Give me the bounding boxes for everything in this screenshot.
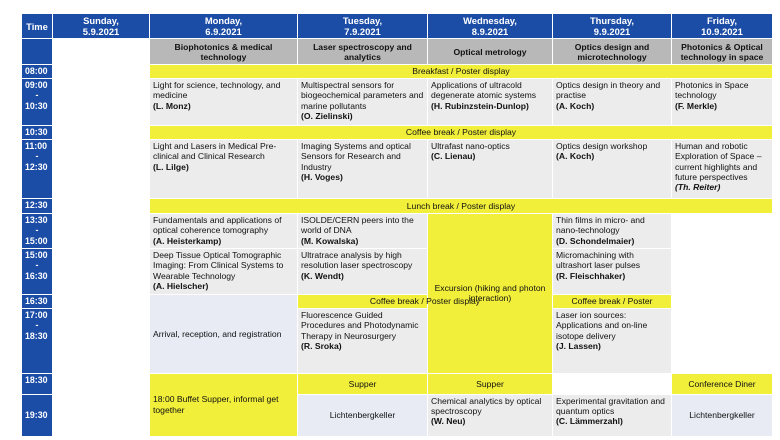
- time-cell: 09:00 - 10:30: [22, 79, 53, 126]
- session-tuesday-2: Imaging Systems and optical Sensors for Research and Industry (H. Voges): [298, 140, 428, 199]
- topic-row: [22, 39, 773, 65]
- session-monday-2: Light and Lasers in Medical Pre-clinical and Clinical Research (L. Lilge): [150, 140, 298, 199]
- breakfast-break: Breakfast / Poster display: [150, 65, 773, 79]
- session-wednesday-6: Experimental gravitation and quantum optics (C. Lämmerzahl): [553, 394, 672, 436]
- time-cell: 08:00: [22, 65, 53, 79]
- session-monday-1: Light for science, technology, and medicine (L. Monz): [150, 79, 298, 126]
- lunch-break: Lunch break / Poster display: [150, 199, 773, 214]
- session-wednesday-1: Applications of ultracold degenerate atomic systems (H. Rubinzstein-Dunlop): [428, 79, 553, 126]
- time-cell-blank: [22, 39, 53, 65]
- sunday-buffet: 18:00 Buffet Supper, informal get together: [150, 373, 298, 436]
- session-monday-4: Deep Tissue Optical Tomographic Imaging: From Clinical Systems to Wearable Technology (A. Hielscher): [150, 249, 298, 295]
- day-header-wednesday: Wednesday, 8.9.2021: [428, 14, 553, 39]
- day-header-tuesday: Tuesday, 7.9.2021: [298, 14, 428, 39]
- time-cell: 10:30: [22, 126, 53, 140]
- session-friday-1: Photonics in Space technology (F. Merkle): [672, 79, 773, 126]
- sunday-arrival: Arrival, reception, and registration: [150, 295, 298, 374]
- session-thursday-3: Thin films in micro- and nano-technology (D. Schondelmaier): [553, 214, 672, 249]
- supper-tuesday: Supper: [428, 373, 553, 394]
- session-monday-3: Fundamentals and applications of optical coherence tomography (A. Heisterkamp): [150, 214, 298, 249]
- session-thursday-2: Optics design workshop (A. Koch): [553, 140, 672, 199]
- day-header-friday: Friday, 10.9.2021: [672, 14, 773, 39]
- session-tuesday-3: ISOLDE/CERN peers into the world of DNA (M. Kowalska): [298, 214, 428, 249]
- session-tuesday-5: Laser ion sources: Applications and on-line isotope delivery (J. Lassen): [553, 309, 672, 374]
- topic-monday: Biophotonics & medical technology: [150, 39, 298, 65]
- topic-thursday: Optics design and microtechnology: [553, 39, 672, 65]
- sunday-empty: [53, 39, 150, 437]
- session-tuesday-6: Chemical analytics by optical spectroscopy (W. Neu): [428, 394, 553, 436]
- day-header-thursday: Thursday, 9.9.2021: [553, 14, 672, 39]
- session-thursday-1: Optics design in theory and practise (A. Koch): [553, 79, 672, 126]
- session-tuesday-1: Multispectral sensors for biogeochemical parameters and marine pollutants (O. Zielinski): [298, 79, 428, 126]
- conference-dinner: Conference Diner: [672, 373, 773, 394]
- header-row: [22, 14, 773, 39]
- topic-tuesday: Laser spectroscopy and analytics: [298, 39, 428, 65]
- session-monday-5: Fluorescence Guided Procedures and Photodynamic Therapy in Neurosurgery (R. Sroka): [298, 309, 428, 374]
- session-tuesday-4: Ultratrace analysis by high resolution laser spectroscopy (K. Wendt): [298, 249, 428, 295]
- supper-monday: Supper: [298, 373, 428, 394]
- time-cell: 19:30: [22, 394, 53, 436]
- wednesday-empty: [553, 373, 672, 394]
- day-header-sunday: Sunday, 5.9.2021: [53, 14, 150, 39]
- time-cell: 16:30: [22, 295, 53, 309]
- friday-empty: [672, 214, 773, 374]
- schedule-table: [21, 13, 773, 437]
- venue-monday: Lichtenbergkeller: [298, 394, 428, 436]
- time-cell: 18:30: [22, 373, 53, 394]
- time-cell: 13:30 - 15:00: [22, 214, 53, 249]
- session-wednesday-2: Ultrafast nano-optics (C. Lienau): [428, 140, 553, 199]
- session-friday-2: Human and robotic Exploration of Space – current highlights and future perspectives (Th. Reiter): [672, 140, 773, 199]
- time-cell: 15:00 - 16:30: [22, 249, 53, 295]
- topic-friday: Photonics & Optical technology in space: [672, 39, 773, 65]
- time-cell: 11:00 - 12:30: [22, 140, 53, 199]
- coffee-break-1: Coffee break / Poster display: [150, 126, 773, 140]
- coffee-break-2: Coffee break / Poster display: [298, 295, 553, 309]
- venue-thursday: Lichtenbergkeller: [672, 394, 773, 436]
- coffee-break-thursday: Coffee break / Poster: [553, 295, 672, 309]
- time-header: Time: [22, 14, 53, 39]
- day-header-monday: Monday, 6.9.2021: [150, 14, 298, 39]
- excursion: Excursion (hiking and photon interaction): [428, 214, 553, 374]
- session-thursday-4: Micromachining with ultrashort laser pulses (R. Fleischhaker): [553, 249, 672, 295]
- time-cell: 12:30: [22, 199, 53, 214]
- topic-wednesday: Optical metrology: [428, 39, 553, 65]
- time-cell: 17:00 - 18:30: [22, 309, 53, 374]
